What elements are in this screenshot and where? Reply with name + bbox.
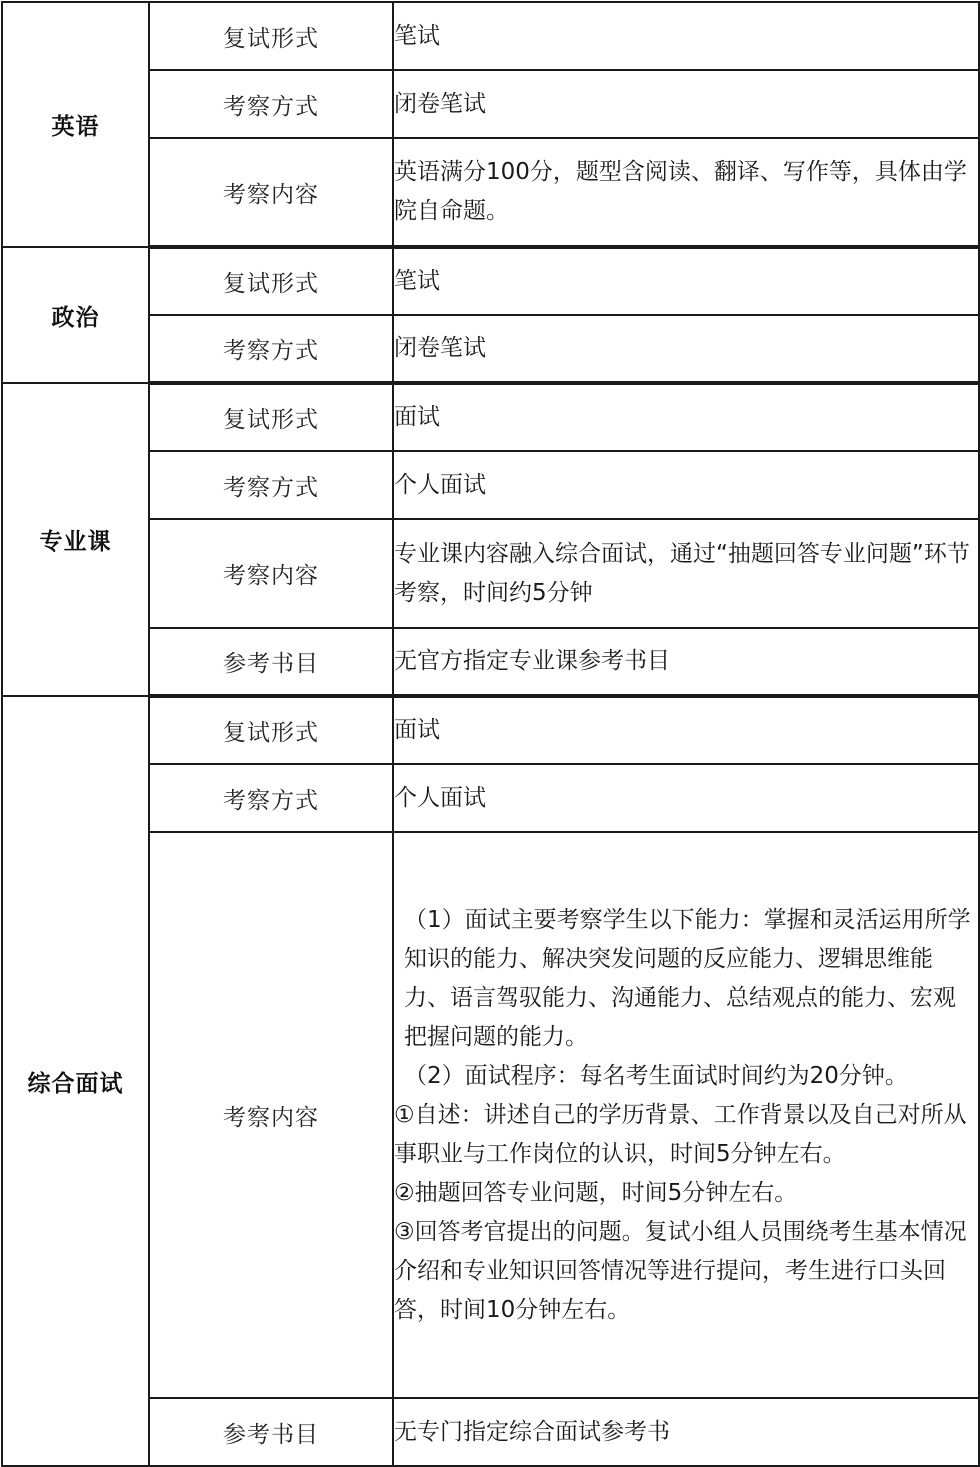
item-content: 面试	[393, 696, 979, 764]
interview-step-draw-question: ②抽题回答专业问题，时间5分钟左右。	[394, 1179, 798, 1206]
subject-english: 英语	[2, 2, 149, 247]
item-label: 复试形式	[149, 247, 393, 315]
table-row	[2, 315, 979, 383]
item-content: 闭卷笔试	[393, 315, 979, 383]
interview-content-detail	[393, 832, 979, 1398]
item-content: 个人面试	[393, 764, 979, 832]
table-row	[2, 247, 979, 315]
item-label: 考察内容	[149, 519, 393, 628]
item-label: 考察方式	[149, 764, 393, 832]
subject-politics: 政治	[2, 247, 149, 383]
item-label: 复试形式	[149, 696, 393, 764]
table-row	[2, 451, 979, 519]
subject-comprehensive-interview: 综合面试	[2, 696, 149, 1466]
interview-step-self-statement: ①自述：讲述自己的学历背景、工作背景以及自己对所从事职业与工作岗位的认识，时间5分钟左右。	[394, 1101, 967, 1167]
interview-paragraph-abilities: （1）面试主要考察学生以下能力：掌握和灵活运用所学知识的能力、解决突发问题的反应能力、逻辑思维能力、语言驾驭能力、沟通能力、总结观点的能力、宏观把握问题的能力。	[404, 906, 971, 1050]
item-content: 闭卷笔试	[393, 70, 979, 138]
item-label: 考察内容	[149, 832, 393, 1398]
table-row	[2, 628, 979, 696]
item-label: 参考书目	[149, 1398, 393, 1466]
table-row	[2, 2, 979, 70]
item-label: 复试形式	[149, 383, 393, 451]
item-content: 无官方指定专业课参考书目	[393, 628, 979, 696]
exam-requirements-table	[1, 1, 980, 1467]
subject-major-course: 专业课	[2, 383, 149, 696]
table-row	[2, 138, 979, 247]
item-label: 考察方式	[149, 451, 393, 519]
item-content: 无专门指定综合面试参考书	[393, 1398, 979, 1466]
table-row	[2, 1398, 979, 1466]
item-label: 复试形式	[149, 2, 393, 70]
interview-step-examiner-questions: ③回答考官提出的问题。复试小组人员围绕考生基本情况介绍和专业知识回答情况等进行提问，考生进行口头回答，时间10分钟左右。	[394, 1218, 967, 1323]
interview-paragraph-procedure: （2）面试程序：每名考生面试时间约为20分钟。	[404, 1062, 908, 1089]
table-row	[2, 764, 979, 832]
item-content: 笔试	[393, 2, 979, 70]
item-content: 笔试	[393, 247, 979, 315]
item-content: 面试	[393, 383, 979, 451]
item-label: 考察方式	[149, 70, 393, 138]
item-label: 考察内容	[149, 138, 393, 247]
item-content: 专业课内容融入综合面试，通过“抽题回答专业问题”环节考察，时间约5分钟	[393, 519, 979, 628]
table-row	[2, 70, 979, 138]
item-label: 考察方式	[149, 315, 393, 383]
item-content: 英语满分100分，题型含阅读、翻译、写作等，具体由学院自命题。	[393, 138, 979, 247]
table-row	[2, 832, 979, 1398]
item-label: 参考书目	[149, 628, 393, 696]
item-content: 个人面试	[393, 451, 979, 519]
table-row	[2, 696, 979, 764]
table-row	[2, 519, 979, 628]
table-row	[2, 383, 979, 451]
